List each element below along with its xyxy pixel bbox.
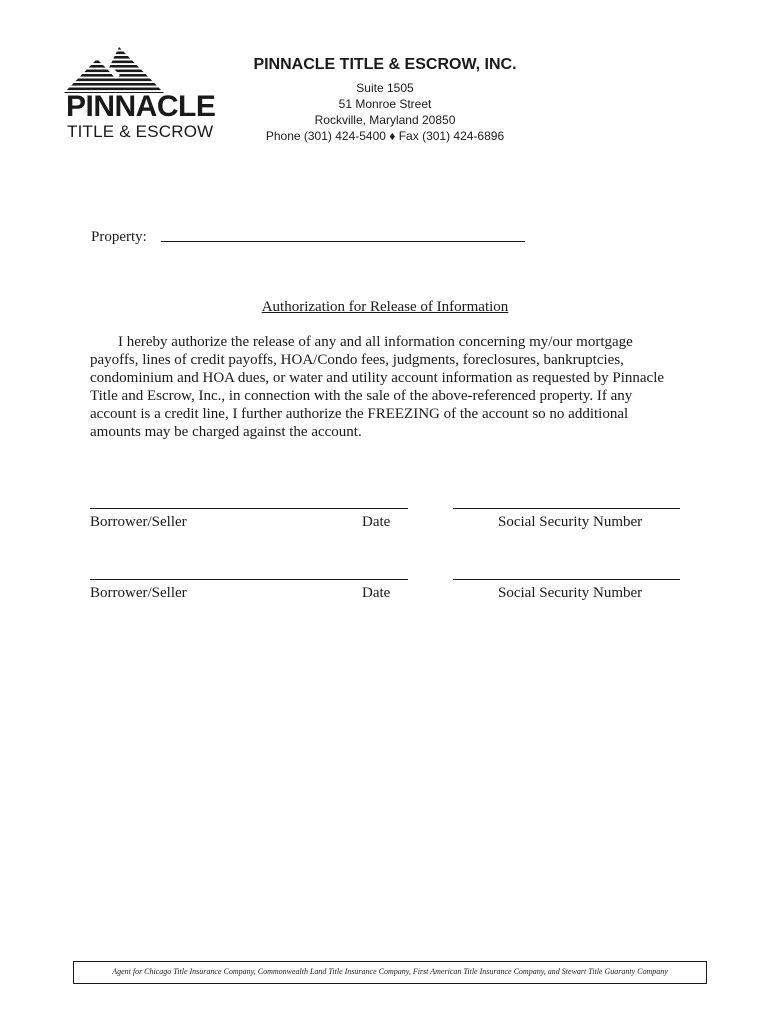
property-field-line[interactable] [161, 241, 525, 242]
ssn-line-1[interactable] [453, 508, 680, 509]
company-name: PINNACLE TITLE & ESCROW, INC. [253, 56, 517, 73]
date-label-2: Date [362, 585, 391, 601]
borrower-label-1: Borrower/Seller [90, 514, 187, 530]
authorization-title: Authorization for Release of Information [261, 299, 509, 315]
company-street: 51 Monroe Street [338, 97, 432, 111]
company-city: Rockville, Maryland 20850 [314, 113, 456, 127]
borrower-label-2: Borrower/Seller [90, 585, 187, 601]
logo-wordmark-title-escrow: TITLE & ESCROW [67, 122, 214, 141]
date-label-1: Date [362, 514, 391, 530]
ssn-label-2: Social Security Number [498, 585, 643, 601]
property-label: Property: [91, 229, 147, 245]
ssn-line-2[interactable] [453, 579, 680, 580]
borrower-signature-line-1[interactable] [90, 508, 408, 509]
borrower-signature-line-2[interactable] [90, 579, 408, 580]
footer-text: Agent for Chicago Title Insurance Company, Commonwealth Land Title Insurance Company, First American Title Insurance Company, and Stewart Title Guaranty Company [112, 967, 668, 976]
authorization-body: I hereby authorize the release of any and all information concerning my/our mortgage payoffs, lines of credit payoffs, HOA/Condo fees, judgments, foreclosures, bankruptcies, condominium and HOA dues, or water and utility account information as requested by Pinnacle Title and Escrow, Inc., in connection with the sale of the above-referenced property. If any account is a credit line, I further authorize the FREEZING of the account so no additional amounts may be charged against the account. [90, 334, 665, 440]
logo-wordmark-pinnacle: PINNACLE [66, 90, 216, 123]
footer-box [73, 961, 707, 984]
ssn-label-1: Social Security Number [498, 514, 643, 530]
company-contact: Phone (301) 424-5400 ♦ Fax (301) 424-6896 [265, 129, 505, 143]
company-suite: Suite 1505 [356, 81, 414, 95]
